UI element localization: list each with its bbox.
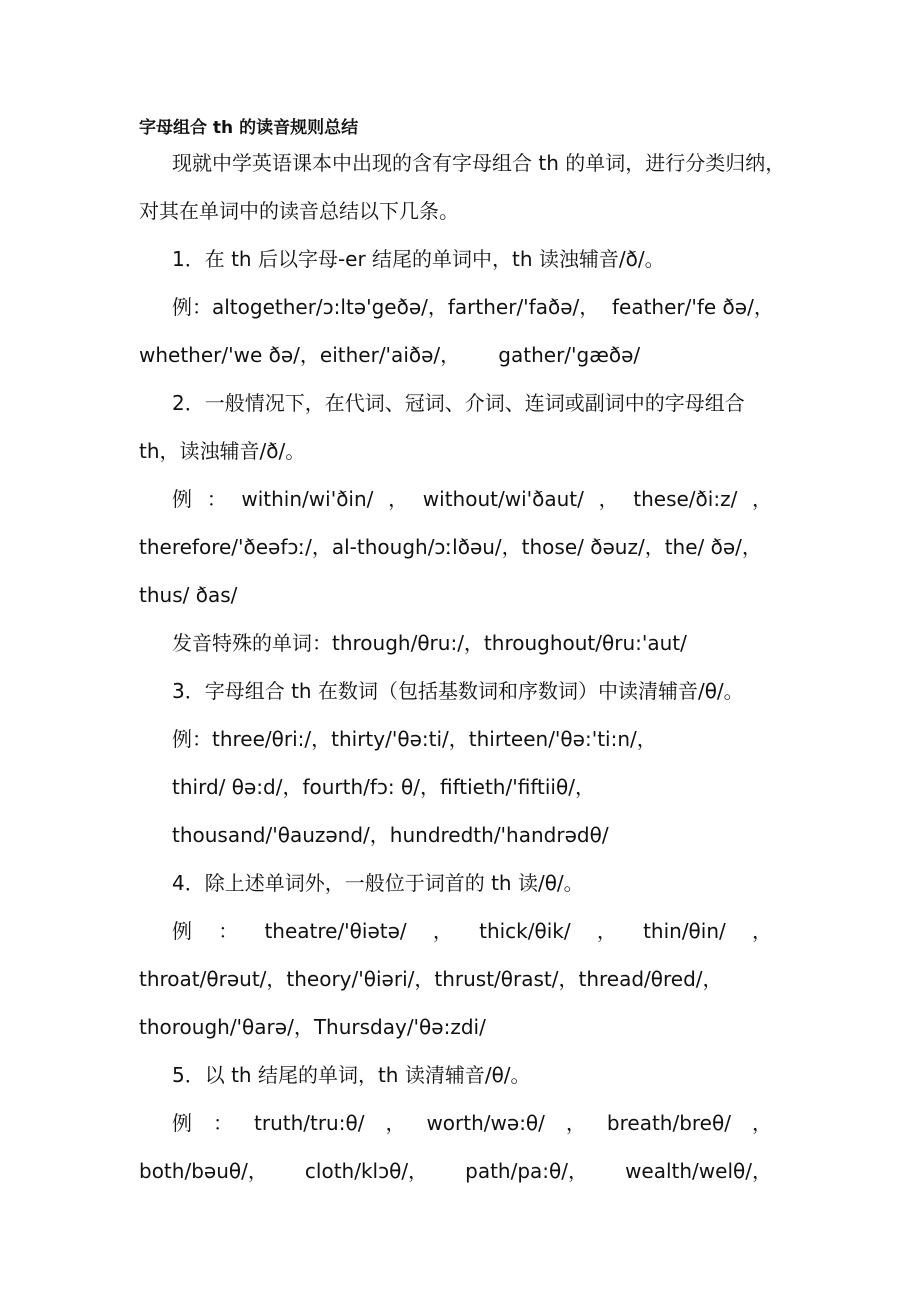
- example-sep: ，: [598, 487, 619, 511]
- example-sep: ，: [388, 487, 409, 511]
- example-word: thick/θik/: [479, 919, 571, 943]
- example-label: 例: [172, 1111, 192, 1135]
- example-sep: ，: [596, 919, 617, 943]
- section-5-example-2: [139, 1158, 772, 1184]
- example-sep: ，: [752, 487, 772, 511]
- example-word: breath/breθ/: [606, 1111, 731, 1135]
- example-word: both/bəuθ/，: [139, 1159, 268, 1183]
- intro-line-1: 现就中学英语课本中出现的含有字母组合 th 的单词，进行分类归纳，: [172, 151, 786, 175]
- section-5-example-1: [172, 1110, 772, 1136]
- section-1-example-1: 例：altogether/ɔ:ltə'geðə/，farther/'faðə/， feather/'fe ðə/，: [172, 295, 774, 319]
- section-1-heading: 1．在 th 后以字母-er 结尾的单词中，th 读浊辅音/ð/。: [172, 247, 665, 271]
- section-3-heading: 3．字母组合 th 在数词（包括基数词和序数词）中读清辅音/θ/。: [172, 679, 744, 703]
- section-4-example-1: [172, 918, 772, 944]
- example-colon: ：: [206, 487, 227, 511]
- section-4-example-2: throat/θrəut/，theory/'θiəri/，thrust/θrast/，thread/θred/，: [139, 967, 723, 991]
- section-2-special: 发音特殊的单词：through/θru:/，throughout/θru:'aut/: [172, 631, 687, 655]
- example-word: within/wi'ðin/: [241, 487, 374, 511]
- example-sep: ，: [432, 919, 453, 943]
- example-word: these/ði:z/: [633, 487, 738, 511]
- section-2-example-3: thus/ ðas/: [139, 583, 238, 607]
- section-1-example-2: whether/'we ðə/，either/'aiðə/， gather/'gæðə/: [139, 343, 641, 367]
- example-word: wealth/welθ/，: [625, 1159, 772, 1183]
- example-word: worth/wə:θ/: [426, 1111, 545, 1135]
- section-2-example-2: therefore/'ðeəfɔː/，al-though/ɔːlðəu/，those/ ðəuz/，the/ ðə/，: [139, 535, 762, 559]
- example-sep: ，: [751, 1111, 772, 1135]
- example-sep: ，: [751, 919, 772, 943]
- section-2-heading-2: th，读浊辅音/ð/。: [139, 439, 306, 463]
- document-title: 字母组合 th 的读音规则总结: [139, 118, 359, 138]
- section-5-heading: 5．以 th 结尾的单词，th 读清辅音/θ/。: [172, 1063, 531, 1087]
- example-word: cloth/klɔθ/，: [304, 1159, 429, 1183]
- intro-line-2: 对其在单词中的读音总结以下几条。: [139, 199, 459, 223]
- example-word: truth/tru:θ/: [254, 1111, 365, 1135]
- example-colon: ：: [213, 1111, 233, 1135]
- example-word: without/wi'ðaut/: [422, 487, 584, 511]
- example-word: thin/θin/: [643, 919, 726, 943]
- example-word: path/pa:θ/，: [465, 1159, 588, 1183]
- section-3-example-3: thousand/'θauzənd/，hundredth/'handrədθ/: [172, 823, 609, 847]
- section-4-example-3: thorough/'θarə/，Thursday/'θə:zdi/: [139, 1015, 486, 1039]
- example-colon: ：: [218, 919, 239, 943]
- example-sep: ，: [385, 1111, 406, 1135]
- example-sep: ，: [565, 1111, 586, 1135]
- section-4-heading: 4．除上述单词外，一般位于词首的 th 读/θ/。: [172, 871, 584, 895]
- example-word: theatre/'θiətə/: [264, 919, 407, 943]
- example-label: 例: [172, 487, 192, 511]
- section-2-heading-1: 2．一般情况下，在代词、冠词、介词、连词或副词中的字母组合: [172, 391, 745, 415]
- example-label: 例: [172, 919, 192, 943]
- section-2-example-1: [172, 486, 772, 512]
- section-3-example-2: third/ θə:d/，fourth/fɔ: θ/，fiftieth/'fiftiiθ/，: [172, 775, 595, 799]
- section-3-example-1: 例：three/θri:/，thirty/'θə:ti/，thirteen/'θə:'ti:n/，: [172, 727, 657, 751]
